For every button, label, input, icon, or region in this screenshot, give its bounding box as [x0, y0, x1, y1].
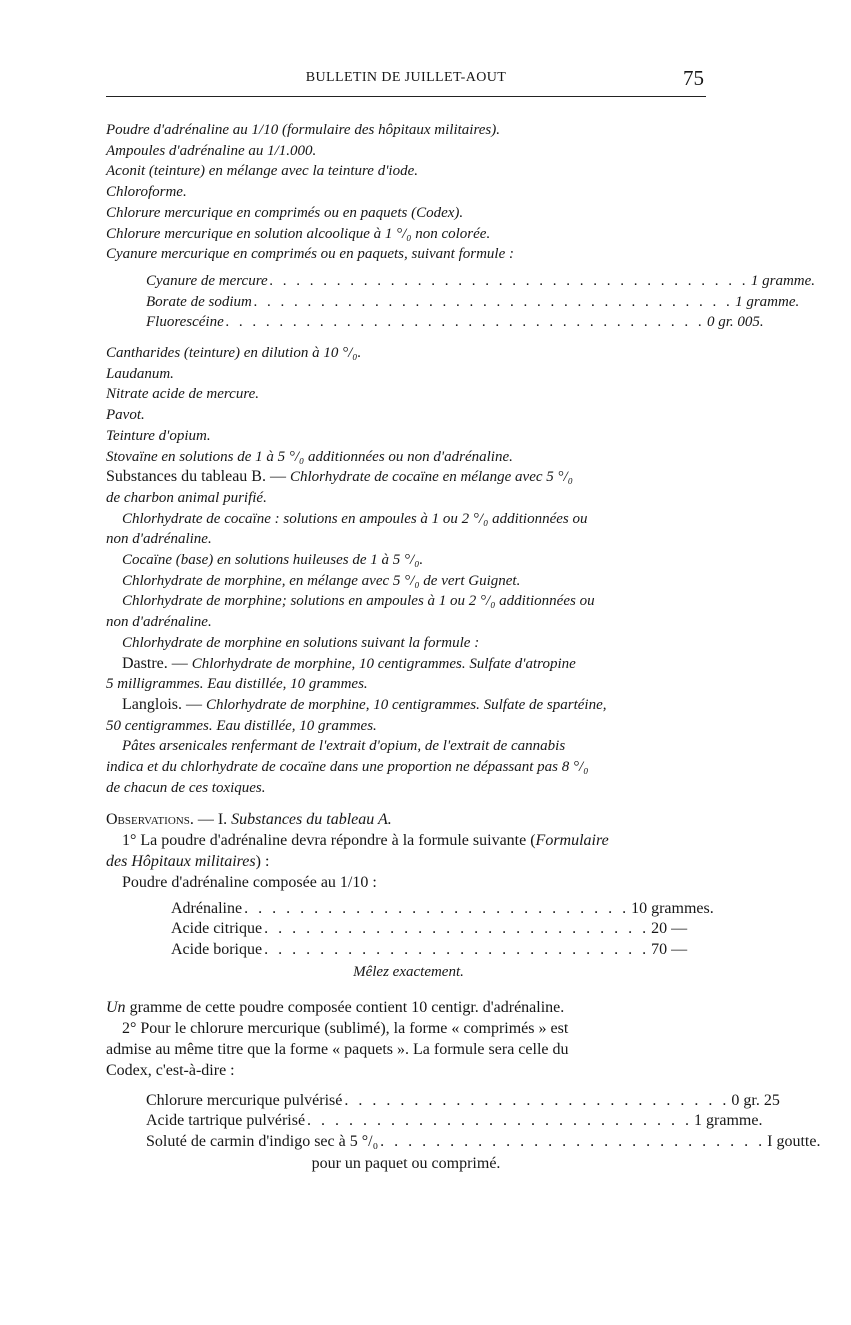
running-header [106, 68, 706, 97]
leader-dots: . . . . . . . . . . . . . . . . . . . . . . . . . . . . [344, 1091, 730, 1109]
paragraph-text: ) : [255, 852, 270, 870]
recipe-row [146, 1111, 763, 1132]
paragraph-text-italic: Formulaire [535, 831, 609, 849]
list-item: Aconit (teinture) en mélange avec la teinture d'iode. [106, 163, 418, 180]
list-item: Laudanum. [106, 365, 174, 382]
paragraph-continuation: de charbon animal purifié. [106, 489, 267, 506]
recipe-instruction: pour un paquet ou comprimé. [311, 1155, 501, 1173]
ingredient-name: Acide citrique [171, 920, 263, 937]
ingredient-name: Acide tartrique pulvérisé [146, 1112, 306, 1130]
formula-row [146, 292, 800, 313]
ingredient-quantity: I goutte. [767, 1132, 821, 1150]
cyanure-formula [146, 271, 816, 333]
list-item: Teinture d'opium. [106, 427, 211, 444]
ingredient-name: Acide borique [171, 940, 263, 958]
paragraph-continuation: non d'adrénaline. [106, 614, 212, 631]
paragraph: 2° Pour le chlorure mercurique (sublimé), la forme « comprimés » est [122, 1019, 569, 1037]
leader-dots: . . . . . . . . . . . . . . . . . . . . . . . . . . . . . . . . . . . . [253, 293, 734, 310]
formula-text: Chlorhydrate de morphine, 10 centigrammes. Sulfate d'atropine [191, 655, 576, 672]
paragraph-continuation: admise au même titre que la forme « paquets ». La formule sera celle du [106, 1040, 569, 1058]
list-item: Pâtes arsenicales renfermant de l'extrait d'opium, de l'extrait de cannabis [122, 738, 566, 755]
ingredient-name: Borate de sodium [146, 293, 252, 310]
author-name: Langlois. — [122, 695, 206, 713]
paragraph-continuation: 5 milligrammes. Eau distillée, 10 grammes. [106, 676, 368, 693]
paragraph-text: gramme de cette poudre composée contient 10 centigr. d'adrénaline. [125, 998, 565, 1016]
recipe-row [146, 1132, 821, 1153]
ingredient-quantity: 1 gramme. [694, 1112, 763, 1130]
ingredient-name: Fluorescéine [146, 314, 224, 331]
recipe-row [171, 940, 688, 961]
author-name: Dastre. — [122, 654, 192, 672]
recipe-row [171, 899, 714, 920]
list-item: Chlorure mercurique en solution alcoolique à 1 °/₀ non colorée. [106, 225, 491, 242]
section-gap [106, 987, 706, 997]
ingredient-quantity: 1 gramme. [750, 272, 816, 289]
leader-dots: . . . . . . . . . . . . . . . . . . . . . . . . . . . . [264, 920, 650, 937]
ingredient-quantity: 70 — [651, 940, 688, 958]
leader-dots: . . . . . . . . . . . . . . . . . . . . . . . . . . . . . . . . . . . . [225, 314, 705, 331]
ingredient-quantity: 0 gr. 005. [707, 314, 764, 331]
list-item: Chlorhydrate de morphine en solutions suivant la formule : [122, 634, 480, 651]
recipe-row [171, 919, 688, 940]
codex-recipe [146, 1091, 821, 1175]
paragraph-text: 1° La poudre d'adrénaline devra répondre à la formule suivante ( [122, 831, 536, 849]
ingredient-quantity: 0 gr. 25 [731, 1091, 780, 1109]
page-number: 75 [683, 66, 704, 90]
tableau-b-heading [106, 467, 706, 488]
paragraph-continuation: non d'adrénaline. [106, 531, 212, 548]
ingredient-quantity: 10 grammes. [631, 899, 714, 917]
section-gap [106, 799, 706, 809]
leader-dots: . . . . . . . . . . . . . . . . . . . . . . . . . . . . [307, 1112, 693, 1130]
formula-row [146, 271, 816, 292]
leader-dots: . . . . . . . . . . . . . . . . . . . . . . . . . . . . [380, 1132, 766, 1150]
leader-dots: . . . . . . . . . . . . . . . . . . . . . . . . . . . . [264, 940, 650, 958]
header-title: BULLETIN DE JUILLET-AOUT [305, 70, 507, 85]
observations-heading [106, 809, 706, 830]
list-item: Chlorure mercurique en comprimés ou en paquets (Codex). [106, 204, 464, 221]
paragraph-continuation: de chacun de ces toxiques. [106, 779, 266, 796]
ingredient-name: Soluté de carmin d'indigo sec à 5 °/₀ [146, 1132, 379, 1150]
list-item: Nitrate acide de mercure. [106, 386, 260, 403]
list-item: Cocaïne (base) en solutions huileuses de 1 à 5 °/₀. [122, 552, 424, 569]
paragraph-continuation: 50 centigrammes. Eau distillée, 10 grammes. [106, 717, 377, 734]
list-item: Chlorhydrate de cocaïne : solutions en ampoules à 1 ou 2 °/₀ additionnées ou [122, 510, 588, 527]
section-title: Substances du tableau A. [231, 810, 392, 828]
list-item: Chlorhydrate de morphine, en mélange avec 5 °/₀ de vert Guignet. [122, 572, 521, 589]
list-item: Cantharides (teinture) en dilution à 10 °/₀. [106, 345, 362, 362]
langlois-formula [106, 695, 706, 716]
paragraph [106, 830, 706, 851]
tableau-b-label: Substances du tableau B. — [106, 468, 290, 486]
ingredient-name: Adrénaline [171, 899, 243, 917]
paragraph-continuation [106, 851, 706, 872]
recipe-instruction: Mêlez exactement. [353, 964, 464, 980]
tableau-b-text: Chlorhydrate de cocaïne en mélange avec 5 °/₀ [289, 469, 573, 486]
paragraph-continuation: Codex, c'est-à-dire : [106, 1061, 235, 1079]
list-item: Chlorhydrate de morphine; solutions en ampoules à 1 ou 2 °/₀ additionnées ou [122, 593, 595, 610]
ingredient-quantity: 20 — [651, 920, 688, 937]
ingredient-quantity: 1 gramme. [735, 293, 800, 310]
formula-text: Chlorhydrate de morphine, 10 centigrammes. Sulfate de spartéine, [206, 696, 607, 713]
observations-label: Observations. [106, 810, 194, 828]
list-item: Poudre d'adrénaline au 1/10 (formulaire des hôpitaux militaires). [106, 122, 500, 138]
paragraph [106, 997, 706, 1018]
list-item: Stovaïne en solutions de 1 à 5 °/₀ additionnées ou non d'adrénaline. [106, 448, 513, 465]
dastre-formula [106, 654, 706, 675]
list-item: Ampoules d'adrénaline au 1/1.000. [106, 142, 317, 159]
formula-row [146, 312, 764, 333]
recipe-row [146, 1091, 780, 1112]
ingredient-name: Chlorure mercurique pulvérisé [146, 1091, 343, 1109]
list-item: Pavot. [106, 407, 145, 424]
leader-dots: . . . . . . . . . . . . . . . . . . . . . . . . . . . . [244, 899, 630, 917]
leader-dots: . . . . . . . . . . . . . . . . . . . . . . . . . . . . . . . . . . . . [269, 272, 749, 289]
paragraph-continuation: indica et du chlorhydrate de cocaïne dans une proportion ne dépassant pas 8 °/₀ [106, 759, 589, 776]
list-item: Cyanure mercurique en comprimés ou en paquets, suivant formule : [106, 246, 514, 263]
section-number: — I. [193, 810, 232, 828]
paragraph-text-italic: des Hôpitaux militaires [106, 852, 256, 870]
paragraph-text-italic: Un [106, 998, 126, 1016]
adrenaline-recipe [171, 899, 714, 983]
recipe-title: Poudre d'adrénaline composée au 1/10 : [122, 873, 377, 891]
page-body [106, 120, 821, 1178]
ingredient-name: Cyanure de mercure [146, 272, 268, 289]
list-item: Chloroforme. [106, 184, 187, 201]
